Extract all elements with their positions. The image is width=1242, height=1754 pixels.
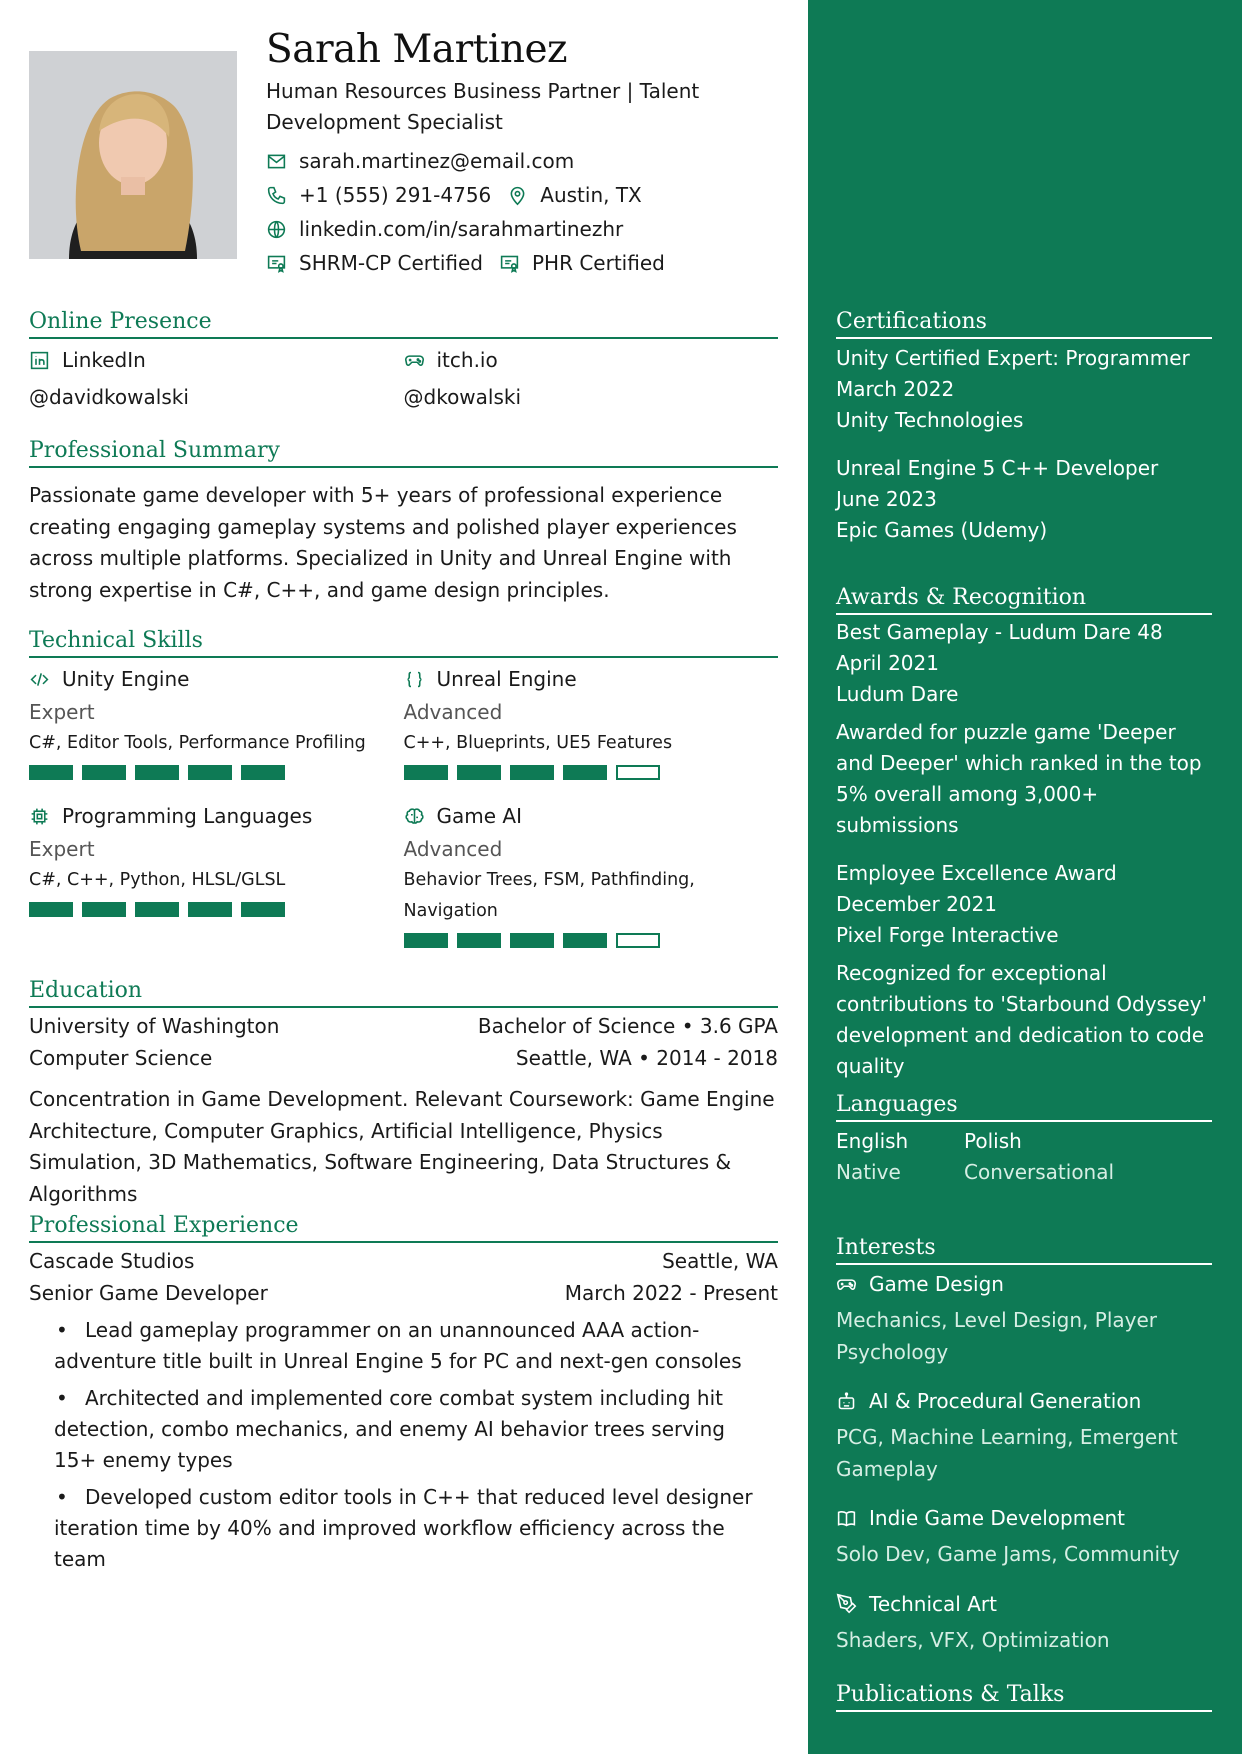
- company-location: Seattle, WA: [662, 1249, 778, 1273]
- interest-name: AI & Procedural Generation: [869, 1389, 1142, 1413]
- rating-bar-filled: [82, 765, 126, 780]
- company-name: Cascade Studios: [29, 1249, 195, 1273]
- languages-title: Languages: [836, 1090, 1212, 1122]
- profile-photo: [29, 51, 237, 259]
- award-item: [836, 858, 1212, 1082]
- cert-phr: [499, 251, 665, 275]
- interest-name: Technical Art: [869, 1591, 997, 1616]
- field-of-study: Computer Science: [29, 1046, 213, 1070]
- certification-name: Unreal Engine 5 C++ Developer: [836, 456, 1159, 480]
- cert-phr-text: PHR Certified: [531, 251, 665, 275]
- education-section: [29, 976, 778, 1210]
- online-presence-section: [29, 307, 778, 414]
- skill-level: Advanced: [403, 700, 503, 724]
- phone-text: +1 (555) 291-4756: [299, 183, 492, 207]
- code-icon: [29, 669, 50, 690]
- rating-bar-empty: [616, 933, 660, 948]
- interest-detail: Solo Dev, Game Jams, Community: [836, 1542, 1180, 1566]
- award-item: [836, 617, 1212, 841]
- online-item-itchio[interactable]: [404, 343, 779, 414]
- summary-text: Passionate game developer with 5+ years of professional experience creating engaging gameplay systems and polished player experiences across multiple platforms. Specialized in Unity and Unreal Engine with strong expertise in C#, C++, and game design principles.: [29, 483, 737, 602]
- awards-title: Awards & Recognition: [836, 583, 1212, 615]
- interest-item: [836, 1267, 1212, 1368]
- rating-bar-filled: [135, 765, 179, 780]
- skill-detail: C#, Editor Tools, Performance Profiling: [29, 733, 366, 753]
- rating-bar-filled: [563, 933, 607, 948]
- phone-icon: [266, 185, 287, 206]
- candidate-name: Sarah Martinez: [266, 27, 568, 72]
- interest-item: [836, 1384, 1212, 1485]
- award-date: December 2021: [836, 892, 997, 916]
- rating-bar-filled: [188, 902, 232, 917]
- linkedin-line: [266, 212, 746, 246]
- awards-section: [836, 583, 1212, 1082]
- education-place-dates: Seattle, WA • 2014 - 2018: [515, 1046, 778, 1070]
- interest-item: [836, 1587, 1212, 1657]
- email-contact[interactable]: [266, 149, 574, 173]
- candidate-subtitle: Human Resources Business Partner | Talent Development Specialist: [266, 79, 700, 134]
- certificate-icon: [499, 253, 520, 274]
- mail-icon: [266, 151, 287, 172]
- skills-section: [29, 626, 778, 948]
- skills-title: Technical Skills: [29, 626, 778, 658]
- robot-icon: [836, 1391, 857, 1412]
- skill-item: [29, 662, 404, 780]
- experience-section: [29, 1211, 778, 1581]
- online-item-linkedin[interactable]: [29, 343, 404, 414]
- online-handle-linkedin: @davidkowalski: [29, 385, 189, 409]
- online-presence-title: Online Presence: [29, 307, 778, 339]
- gamepad-icon: [836, 1274, 857, 1295]
- email-text: sarah.martinez@email.com: [299, 149, 575, 173]
- phone-contact[interactable]: [266, 183, 491, 207]
- language-name: Polish: [964, 1129, 1022, 1153]
- interest-detail: Shaders, VFX, Optimization: [836, 1627, 1110, 1652]
- skill-name: Game AI: [436, 804, 522, 828]
- language-item: [836, 1126, 964, 1189]
- interest-detail: PCG, Machine Learning, Emergent Gameplay: [836, 1425, 1178, 1481]
- globe-icon: [266, 219, 287, 240]
- language-level: Conversational: [964, 1160, 1115, 1184]
- certification-date: June 2023: [836, 487, 937, 511]
- job-title: Senior Game Developer: [29, 1281, 268, 1305]
- chip-icon: [29, 806, 50, 827]
- skill-item: [404, 662, 779, 780]
- cert-shrm-text: SHRM-CP Certified: [299, 251, 483, 275]
- degree: Bachelor of Science • 3.6 GPA: [477, 1014, 778, 1038]
- certifications-title: Certifications: [836, 307, 1212, 339]
- skill-item: [29, 799, 404, 948]
- skill-rating: [29, 902, 404, 917]
- interests-section: [836, 1233, 1212, 1656]
- rating-bar-filled: [241, 902, 285, 917]
- job-dates: March 2022 - Present: [564, 1281, 778, 1305]
- skill-detail: Behavior Trees, FSM, Pathfinding, Navigation: [403, 870, 695, 921]
- phone-location-line: [266, 178, 746, 212]
- award-description: Awarded for puzzle game 'Deeper and Deeper' which ranked in the top 5% overall among 3,000+ submissions: [836, 720, 1202, 837]
- certification-date: March 2022: [836, 377, 955, 401]
- book-icon: [836, 1508, 857, 1529]
- languages-section: [836, 1090, 1212, 1189]
- education-description: Concentration in Game Development. Relevant Coursework: Game Engine Architecture, Computer Graphics, Artificial Intelligence, Physics Simulation, 3D Mathematics, Software Engineering, Data Structures & Algorithms: [29, 1087, 775, 1206]
- online-network-linkedin: LinkedIn: [62, 348, 146, 372]
- email-line: [266, 144, 746, 178]
- skill-name: Unity Engine: [62, 667, 190, 691]
- publications-title: Publications & Talks: [836, 1680, 1212, 1712]
- map-pin-icon: [507, 185, 528, 206]
- skill-name: Programming Languages: [62, 804, 313, 828]
- linkedin-contact[interactable]: [266, 217, 623, 241]
- list-item: • Developed custom editor tools in C++ that reduced level designer iteration time by 40% and improved workflow efficiency across the team: [54, 1482, 754, 1575]
- rating-bar-filled: [457, 933, 501, 948]
- certification-item: [836, 453, 1212, 546]
- linkedin-text: linkedin.com/in/sarahmartinezhr: [299, 217, 624, 241]
- rating-bar-filled: [29, 902, 73, 917]
- experience-title: Professional Experience: [29, 1211, 778, 1243]
- rating-bar-filled: [404, 933, 448, 948]
- online-handle-itchio: @dkowalski: [403, 385, 522, 409]
- pen-tool-icon: [836, 1593, 857, 1614]
- rating-bar-filled: [188, 765, 232, 780]
- location-contact: [507, 183, 641, 207]
- skill-rating: [404, 765, 779, 780]
- rating-bar-filled: [82, 902, 126, 917]
- publications-section: [836, 1680, 1212, 1712]
- interest-name: Game Design: [869, 1272, 1004, 1296]
- certs-line: [266, 246, 746, 280]
- skill-name: Unreal Engine: [436, 667, 577, 691]
- interests-title: Interests: [836, 1233, 1212, 1265]
- gamepad-icon: [404, 350, 425, 371]
- skill-rating: [29, 765, 404, 780]
- sidebar: [808, 0, 1242, 1754]
- rating-bar-filled: [510, 933, 554, 948]
- summary-title: Professional Summary: [29, 436, 778, 468]
- interest-detail: Mechanics, Level Design, Player Psychology: [836, 1308, 1158, 1364]
- language-item: [964, 1126, 1115, 1189]
- language-name: English: [836, 1129, 909, 1153]
- braces-icon: [404, 669, 425, 690]
- award-org: Pixel Forge Interactive: [836, 923, 1059, 947]
- location-text: Austin, TX: [540, 183, 642, 207]
- award-name: Employee Excellence Award: [836, 861, 1117, 885]
- language-level: Native: [836, 1160, 901, 1184]
- cert-shrm: [266, 251, 483, 275]
- skill-item: [404, 799, 779, 948]
- certificate-icon: [266, 253, 287, 274]
- skill-rating: [404, 933, 779, 948]
- rating-bar-empty: [616, 765, 660, 780]
- skill-level: Advanced: [403, 837, 503, 861]
- rating-bar-filled: [563, 765, 607, 780]
- summary-section: [29, 436, 778, 606]
- award-description: Recognized for exceptional contributions to 'Starbound Odyssey' development and dedication to code quality: [836, 961, 1208, 1078]
- rating-bar-filled: [457, 765, 501, 780]
- list-item: • Architected and implemented core combat system including hit detection, combo mechanics, and enemy AI behavior trees serving 15+ enemy types: [54, 1383, 754, 1476]
- rating-bar-filled: [29, 765, 73, 780]
- list-item: • Lead gameplay programmer on an unannounced AAA action-adventure title built in Unreal Engine 5 for PC and next-gen consoles: [54, 1315, 754, 1377]
- brain-icon: [404, 806, 425, 827]
- skill-detail: C++, Blueprints, UE5 Features: [403, 733, 673, 753]
- award-name: Best Gameplay - Ludum Dare 48: [836, 620, 1163, 644]
- rating-bar-filled: [404, 765, 448, 780]
- linkedin-icon: [29, 350, 50, 371]
- interest-item: [836, 1501, 1212, 1571]
- award-org: Ludum Dare: [836, 682, 959, 706]
- certifications-section: [836, 307, 1212, 546]
- rating-bar-filled: [241, 765, 285, 780]
- skill-detail: C#, C++, Python, HLSL/GLSL: [29, 870, 286, 890]
- skill-level: Expert: [29, 837, 95, 861]
- interest-name: Indie Game Development: [869, 1506, 1126, 1530]
- education-title: Education: [29, 976, 778, 1008]
- school-name: University of Washington: [29, 1014, 280, 1038]
- rating-bar-filled: [510, 765, 554, 780]
- online-network-itchio: itch.io: [436, 348, 498, 372]
- experience-bullets: [54, 1315, 754, 1575]
- certification-issuer: Unity Technologies: [836, 408, 1024, 432]
- certification-name: Unity Certified Expert: Programmer: [836, 346, 1190, 370]
- rating-bar-filled: [135, 902, 179, 917]
- award-date: April 2021: [836, 651, 939, 675]
- header: [266, 26, 746, 280]
- skill-level: Expert: [29, 700, 95, 724]
- certification-item: [836, 343, 1212, 436]
- certification-issuer: Epic Games (Udemy): [836, 518, 1048, 542]
